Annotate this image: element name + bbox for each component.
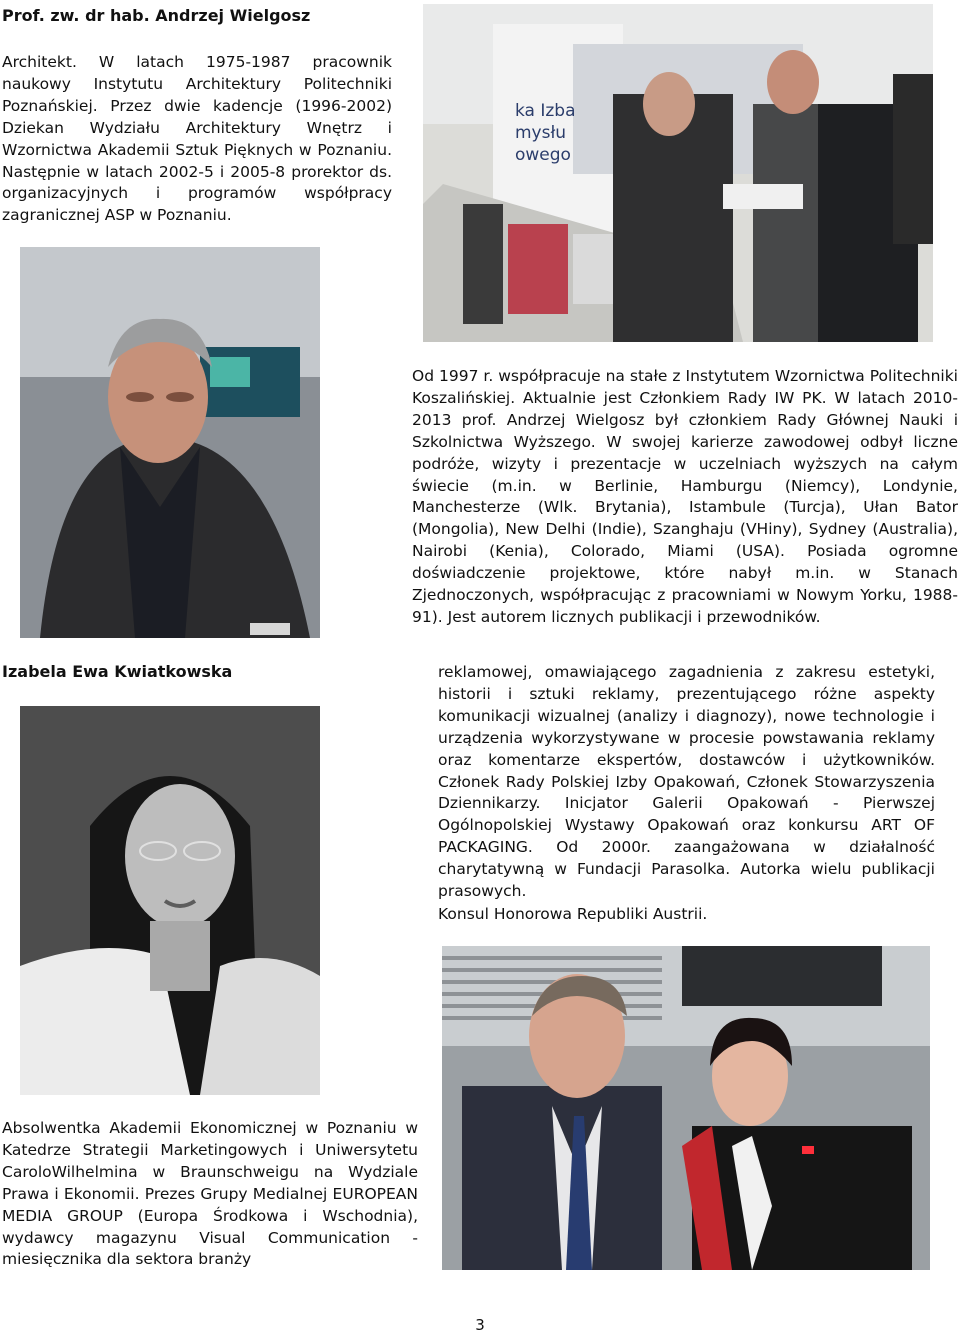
- portrait-kwiatkowska: [20, 706, 320, 1095]
- bio-kwiatkowska-left: Absolwentka Akademii Ekonomicznej w Poznaniu w Katedrze Strategii Marketingowych i Uniwersytetu CaroloWilhelmina w Braunschweigu na Wydziale Prawa i Ekonomii. Prezes Grupy Medialnej EUROPEAN MEDIA GROUP (Europa Środkowa i Wschodnia), wydawcy magazynu Visual Communication - miesięcznika dla sektora branży: [2, 1119, 418, 1269]
- portrait-wielgosz: [20, 247, 320, 638]
- bio-wielgosz: Od 1997 r. współpracuje na stałe z Instytutem Wzornictwa Politechniki Koszalińskiej. Aktualnie jest Członkiem Rady IW PK. W latach 2010-2013 prof. Andrzej Wielgosz był członkiem Rady Głównej Nauki i Szkolnictwa Wyższego. W swojej karierze zawodowej odbył liczne podróże, wizyty i prezentacje w uczelniach wyższych na całym świecie (m.in. w Berlinie, Hamburgu (Niemcy), Londynie, Manchesterze (Wlk. Brytania), Istambule (Turcja), Ułan Bator (Mongolia), New Delhi (Indie), Szanghaju (VHiny), Sydney (Australia), Nairobi (Kenia), Colorado, Miami (USA). Posiada ogromne doświadczenie projektowe, które nabył m.in. w Stanach Zjednoczonych, współpracując z pracowniami w Nowym Yorku, 1988-91). Jest autorem licznych publikacji i przewodników.: [412, 367, 958, 626]
- heading-kwiatkowska: Izabela Ewa Kwiatkowska: [2, 662, 233, 681]
- heading-wielgosz: Prof. zw. dr hab. Andrzej Wielgosz: [2, 6, 311, 25]
- intro-wielgosz: Architekt. W latach 1975-1987 pracownik naukowy Instytutu Architektury Politechniki Poznańskiej. Przez dwie kadencje (1996-2002) Dziekan Wydziału Architektury Wnętrz i Wzornictwa Akademii Sztuk Pięknych w Poznaniu. Następnie w latach 2002-5 i 2005-8 prorektor ds. organizacyjnych i programów współpracy zagranicznej ASP w Poznaniu.: [2, 53, 392, 225]
- sign-text: ka Izba mysłu owego: [515, 101, 576, 165]
- event-photo: [442, 946, 930, 1270]
- consul-line: Konsul Honorowa Republiki Austrii.: [438, 905, 708, 923]
- exhibition-photo: [423, 4, 933, 342]
- bio-kwiatkowska-right: reklamowej, omawiającego zagadnienia z zakresu estetyki, historii i sztuki reklamy, prezentującego różne aspekty komunikacji wizualnej (analizy i diagnozy), nowe technologie i urządzenia wykorzystywane w procesie powstawania reklamy oraz komentarze ekspertów, dostawców i użytkowników. Członek Rady Polskiej Izby Opakowań, Członek Stowarzyszenia Dziennikarzy. Inicjator Galerii Opakowań - Pierwszej Ogólnopolskiej Wystawy Opakowań oraz konkursu ART OF PACKAGING. Od 2000r. zaangażowana w działalność charytatywną w Fundacji Parasolka. Autorka wielu publikacji prasowych.: [438, 663, 935, 901]
- page-number: 3: [475, 1316, 485, 1334]
